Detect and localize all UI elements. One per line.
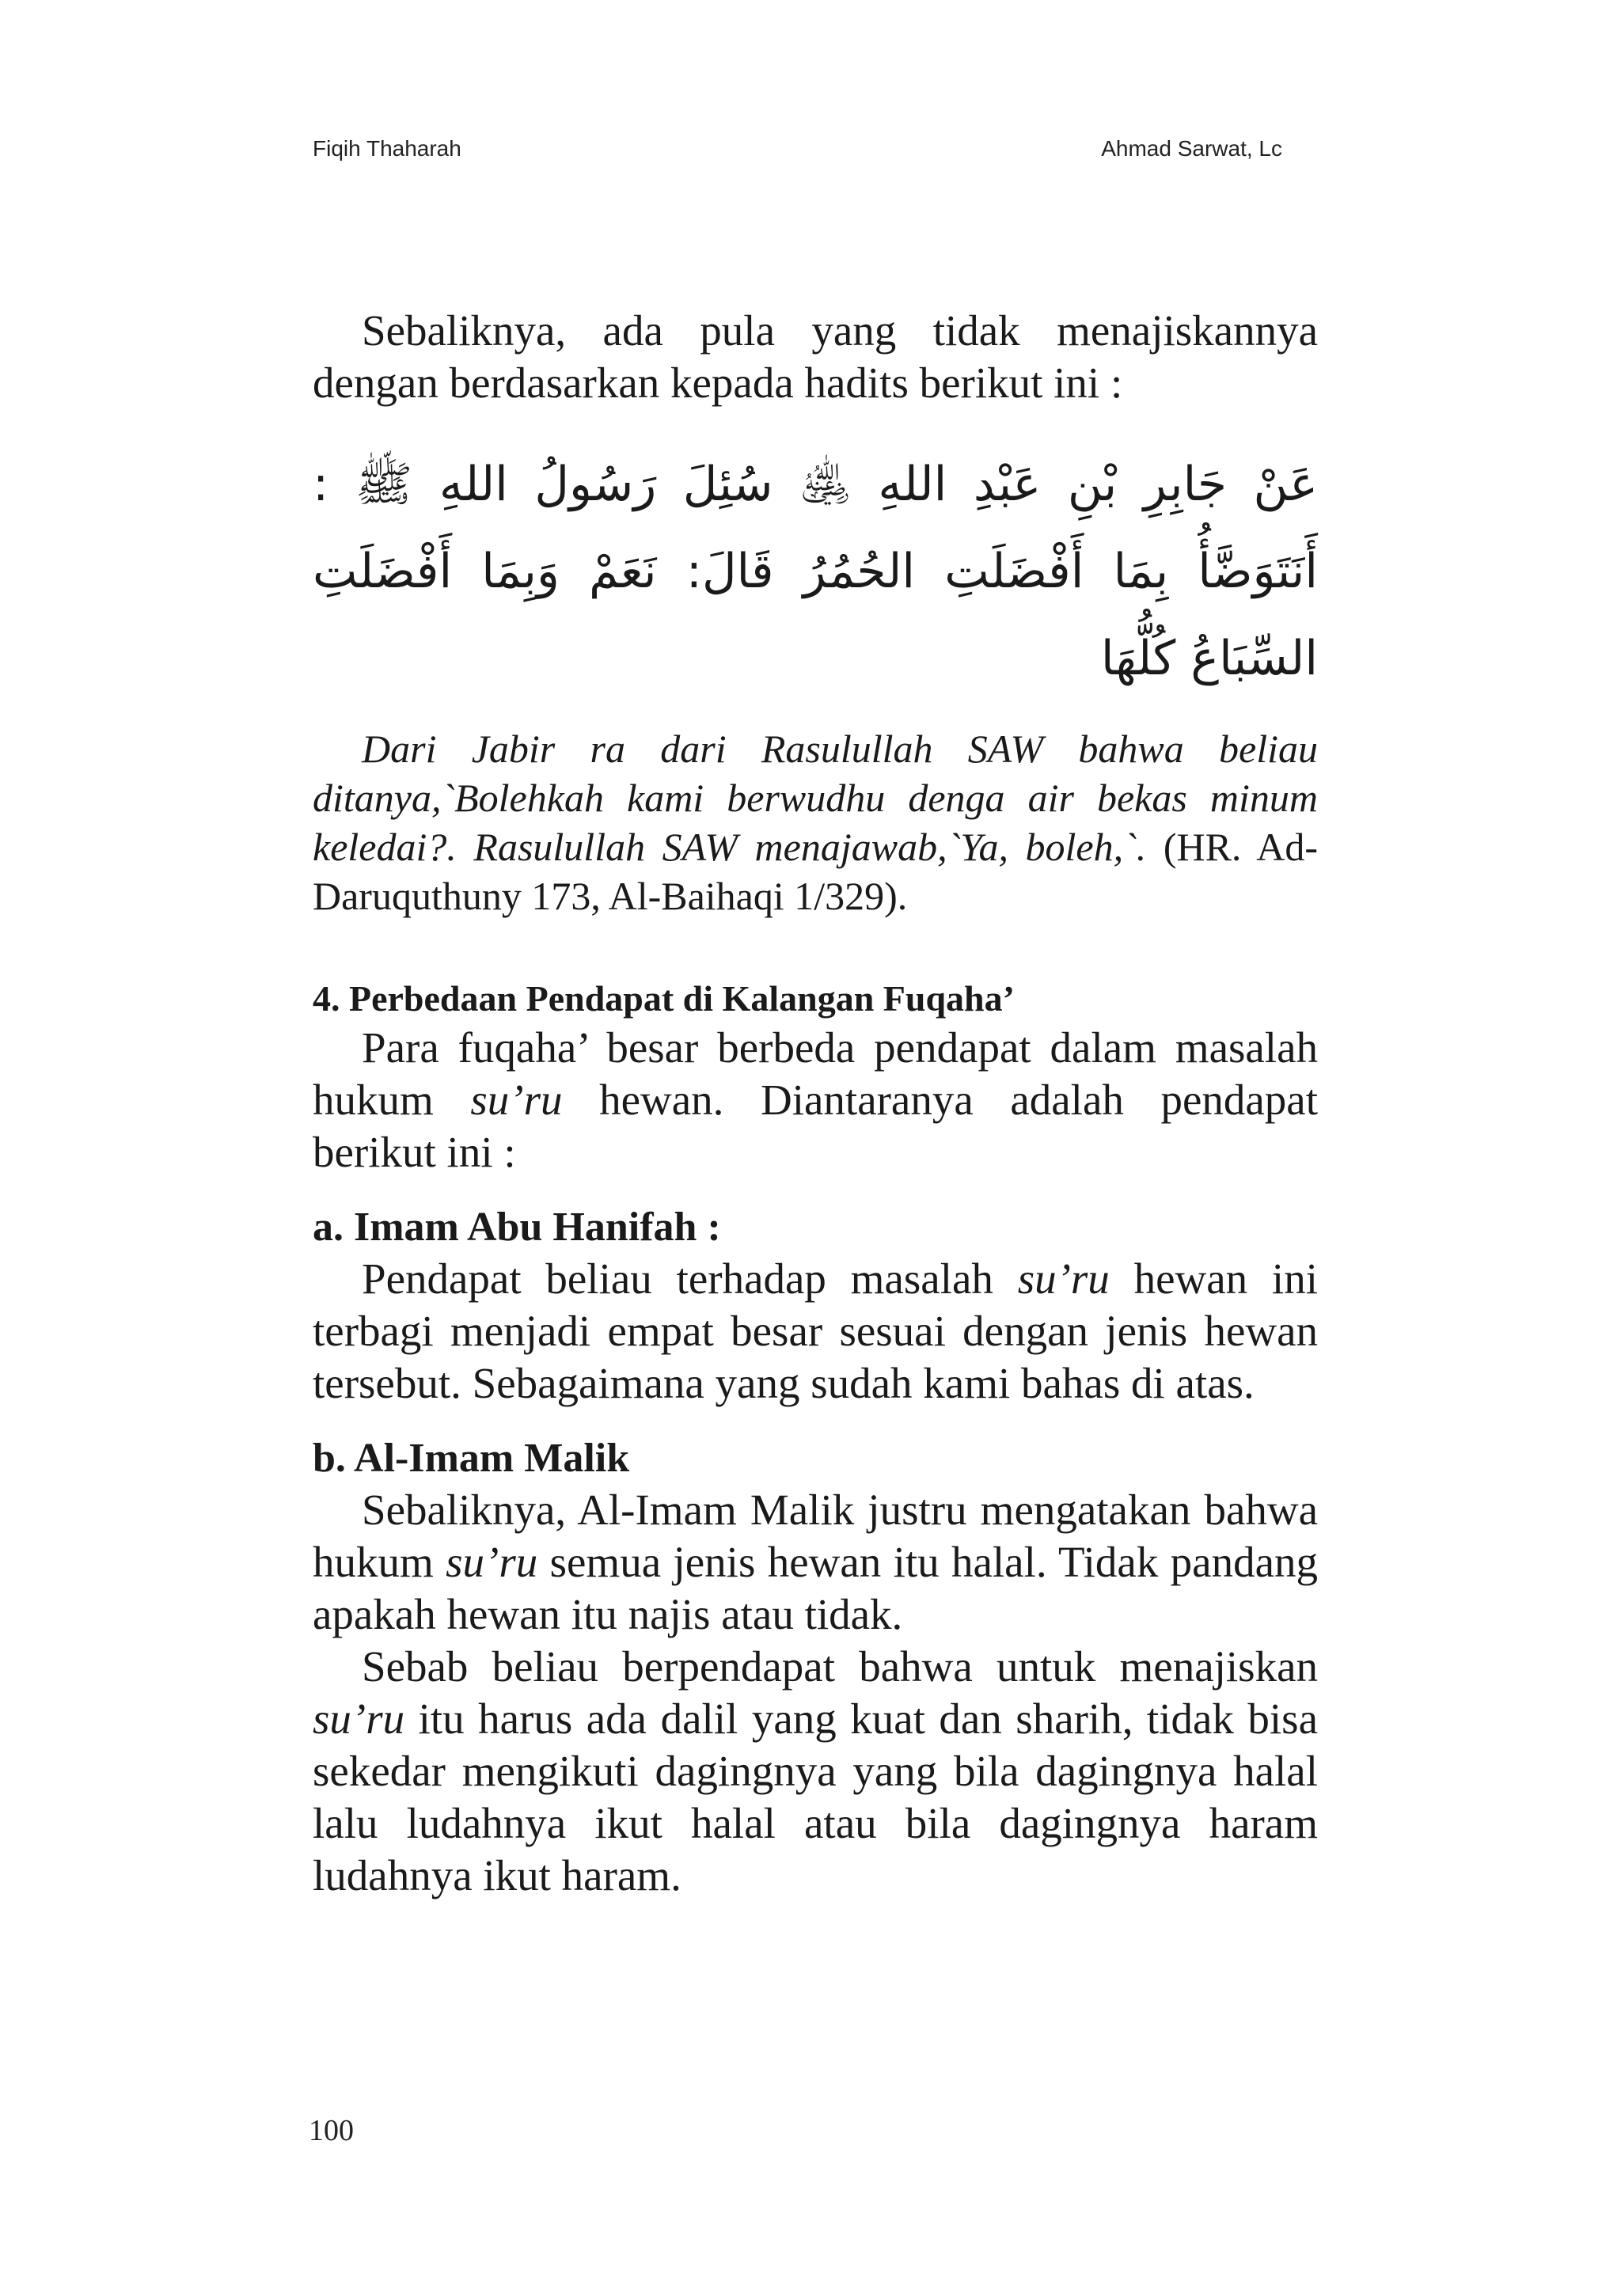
term-suru: su’ru [313, 1694, 405, 1743]
hadith-arabic-text: عَنْ جَابِرِ بْنِ عَبْدِ اللهِ ﵁ سُئِلَ رَسُولُ اللهِ ﷺ : أَنَتَوَضَّأُ بِمَا أَفْضَلَتِ الحُمُرُ قَالَ: نَعَمْ وَبِمَا أَفْضَلَتِ السِّبَاعُ كُلُّهَا [313, 457, 1318, 686]
header-book-title: Fiqih Thaharah [313, 136, 461, 161]
running-header [313, 136, 1282, 161]
intro-paragraph: Sebaliknya, ada pula yang tidak menajiskannya dengan berdasarkan kepada hadits berikut ini : [313, 306, 1318, 407]
translation-text: Dari Jabir ra dari Rasulullah SAW bahwa beliau ditanya,`Bolehkah kami berwudhu denga air bekas minum keledai?. Rasulullah SAW menajawab,`Ya, boleh,`. [313, 727, 1318, 869]
page-number: 100 [309, 2114, 354, 2147]
imam-malik-paragraph-2: Sebab beliau berpendapat bahwa untuk menajiskan su’ru itu harus ada dalil yang kuat dan sharih, tidak bisa sekedar mengikuti dagingnya yang bila dagingnya halal lalu ludahnya ikut halal atau bila dagingnya haram ludahnya ikut haram. [313, 1642, 1318, 1899]
translation-source: (HR. Ad-Daruquthuny 173, Al-Baihaqi 1/329). [313, 825, 1318, 918]
subheading-imam-malik: b. Al-Imam Malik [313, 1436, 630, 1481]
page-content [313, 305, 1318, 1902]
hadith-translation [313, 724, 1318, 920]
term-suru: su’ru [470, 1076, 563, 1124]
imam-malik-paragraph-1: Sebaliknya, Al-Imam Malik justru mengatakan bahwa hukum su’ru semua jenis hewan itu halal. Tidak pandang apakah hewan itu najis atau tidak. [313, 1486, 1319, 1638]
section-heading: 4. Perbedaan Pendapat di Kalangan Fuqaha’ [313, 978, 1015, 1019]
subheading-abu-hanifah: a. Imam Abu Hanifah : [313, 1205, 721, 1250]
abu-hanifah-paragraph: Pendapat beliau terhadap masalah su’ru hewan ini terbagi menjadi empat besar sesuai dengan jenis hewan tersebut. Sebagaimana yang sudah kami bahas di atas. [313, 1254, 1318, 1407]
section-intro-paragraph: Para fuqaha’ besar berbeda pendapat dalam masalah hukum su’ru hewan. Diantaranya adalah pendapat berikut ini : [313, 1023, 1318, 1176]
header-author: Ahmad Sarwat, Lc [1101, 136, 1282, 161]
term-suru: su’ru [1017, 1254, 1110, 1303]
term-suru: su’ru [446, 1538, 538, 1586]
